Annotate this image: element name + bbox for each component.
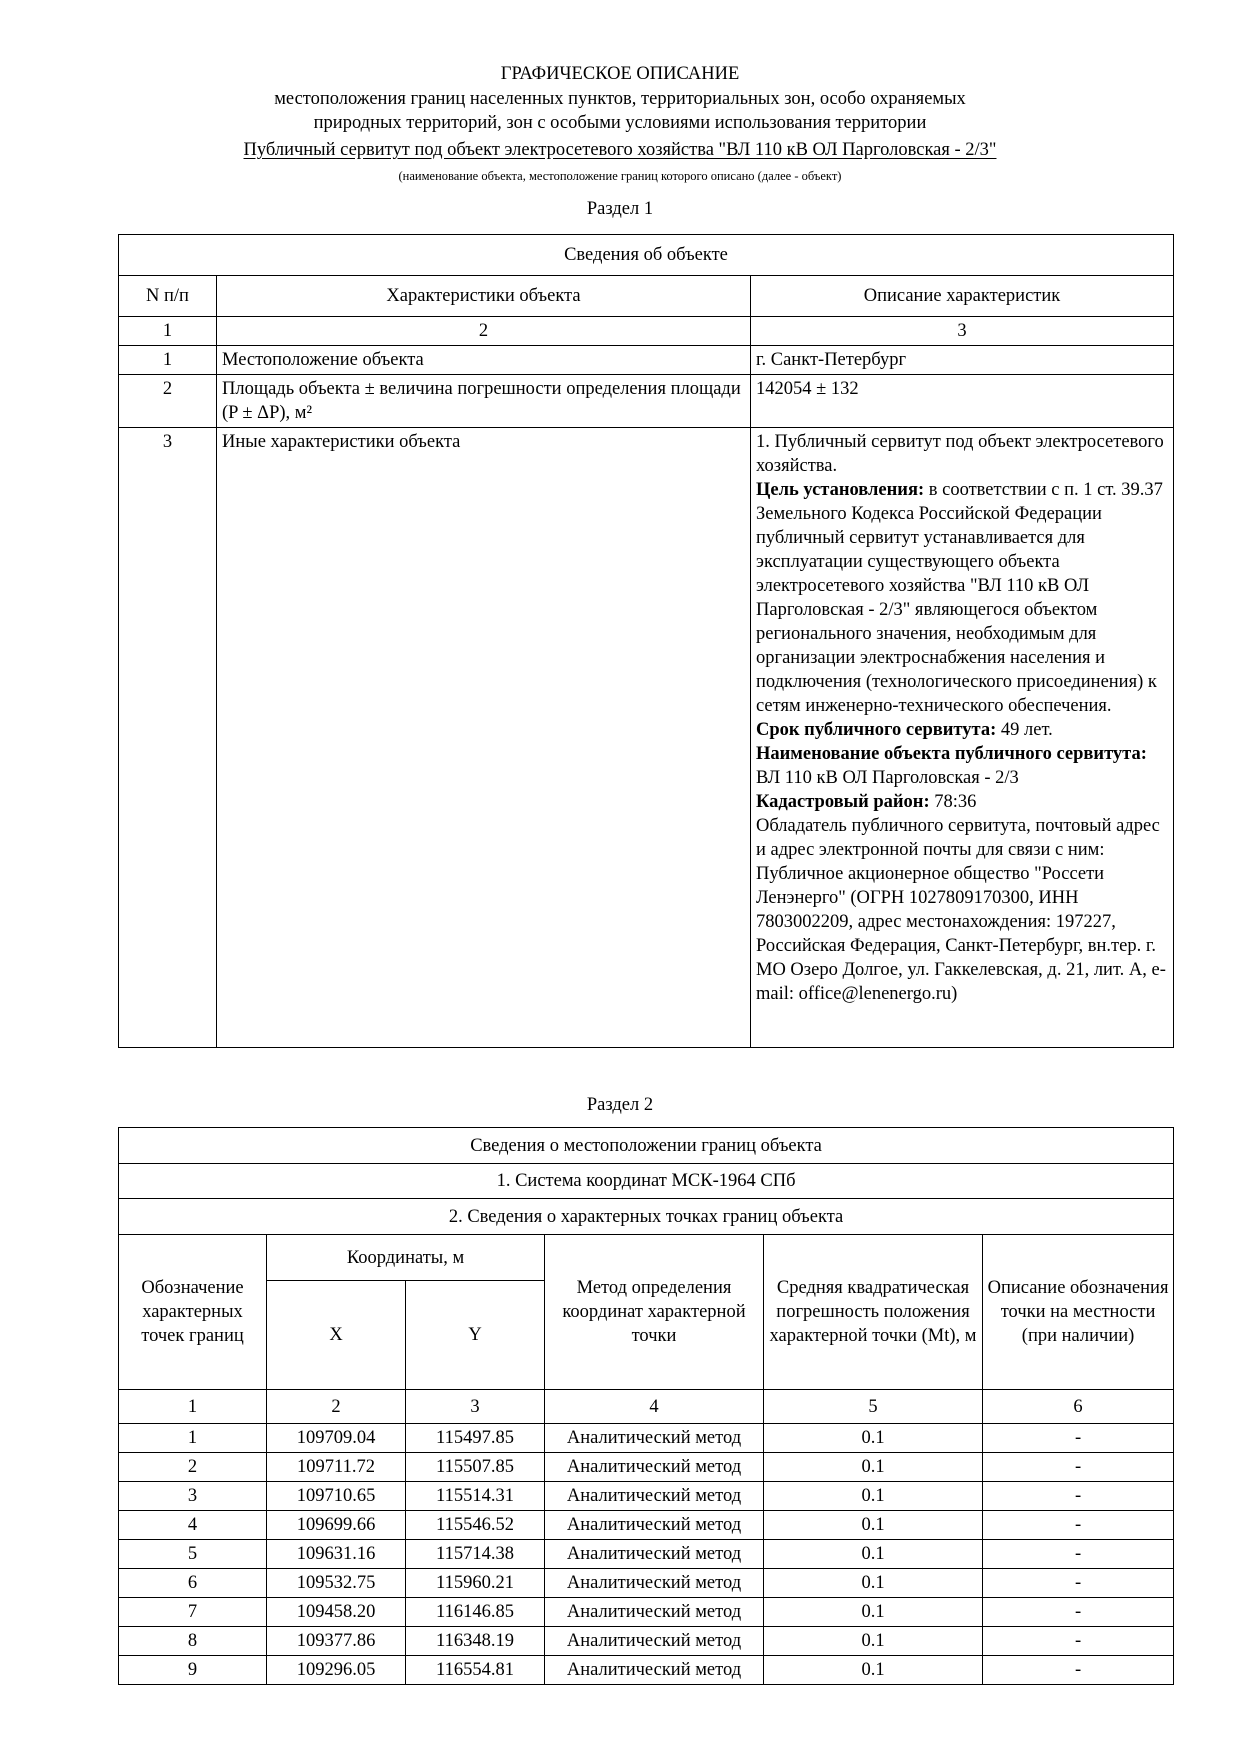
col-header-x: X — [267, 1281, 406, 1390]
col-header-description: Описание характеристик — [751, 276, 1174, 317]
servitude-object-text: ВЛ 110 кВ ОЛ Парголовская - 2/3 — [756, 768, 1019, 788]
point-description: - — [983, 1656, 1174, 1685]
col-header-characteristics: Характеристики объекта — [217, 276, 751, 317]
table-row — [119, 1511, 1174, 1540]
object-name-note: (наименование объекта, местоположение границ которого описано (далее - объект) — [398, 169, 842, 183]
col-number-5: 5 — [764, 1390, 983, 1424]
table-row — [119, 428, 1174, 1048]
point-x: 109532.75 — [267, 1569, 406, 1598]
row-number: 1 — [119, 346, 217, 375]
col-header-coordinates: Координаты, м — [267, 1235, 545, 1281]
table-row — [119, 1453, 1174, 1482]
col-number-2: 2 — [217, 317, 751, 346]
section-2-heading: Раздел 2 — [586, 1095, 654, 1115]
col-header-y: Y — [406, 1281, 545, 1390]
point-x: 109631.16 — [267, 1540, 406, 1569]
point-y: 115714.38 — [406, 1540, 545, 1569]
section-1-heading: Раздел 1 — [586, 199, 654, 219]
row-number: 3 — [119, 428, 217, 1048]
point-x: 109711.72 — [267, 1453, 406, 1482]
point-number: 4 — [119, 1511, 267, 1540]
object-info-title: Сведения об объекте — [119, 235, 1174, 276]
term-label: Срок публичного сервитута: — [756, 720, 997, 740]
table-row — [119, 1424, 1174, 1453]
point-error: 0.1 — [764, 1540, 983, 1569]
col-header-method: Метод определения координат характерной точки — [545, 1235, 764, 1390]
point-description: - — [983, 1424, 1174, 1453]
point-method: Аналитический метод — [545, 1627, 764, 1656]
point-y: 116348.19 — [406, 1627, 545, 1656]
row-value: 142054 ± 132 — [751, 375, 1174, 428]
object-info-table — [118, 234, 1174, 1048]
other-intro: 1. Публичный сервитут под объект электросетевого хозяйства. — [756, 432, 1164, 476]
point-y: 115546.52 — [406, 1511, 545, 1540]
col-header-number: N п/п — [119, 276, 217, 317]
point-method: Аналитический метод — [545, 1540, 764, 1569]
point-y: 116146.85 — [406, 1598, 545, 1627]
col-header-point-description: Описание обозначения точки на местности (при наличии) — [983, 1235, 1174, 1390]
col-number-6: 6 — [983, 1390, 1174, 1424]
point-x: 109458.20 — [267, 1598, 406, 1627]
other-characteristics-text — [751, 428, 1174, 1048]
col-header-error: Средняя квадратическая погрешность положения характерной точки (Mt), м — [764, 1235, 983, 1390]
point-method: Аналитический метод — [545, 1656, 764, 1685]
table-row — [119, 375, 1174, 428]
point-description: - — [983, 1569, 1174, 1598]
row-characteristic: Площадь объекта ± величина погрешности определения площади (P ± ΔP), м² — [217, 375, 751, 428]
point-description: - — [983, 1511, 1174, 1540]
point-method: Аналитический метод — [545, 1598, 764, 1627]
goal-text: в соответствии с п. 1 ст. 39.37 Земельного Кодекса Российской Федерации публичный сервитут устанавливается для эксплуатации существующего объекта электросетевого хозяйства "ВЛ 110 кВ ОЛ Парголовская - 2/3" являющегося объектом регионального значения, необходимым для организации электроснабжения населения и подключения (технологического присоединения) к сетям инженерно-технического обеспечения. — [756, 480, 1163, 716]
point-error: 0.1 — [764, 1511, 983, 1540]
boundary-points-table — [118, 1127, 1174, 1685]
point-y: 115497.85 — [406, 1424, 545, 1453]
col-number-4: 4 — [545, 1390, 764, 1424]
point-method: Аналитический метод — [545, 1569, 764, 1598]
point-number: 3 — [119, 1482, 267, 1511]
table-row — [119, 1540, 1174, 1569]
title-line-3: природных территорий, зон с особыми условиями использования территории — [313, 113, 927, 133]
title-line-2: местоположения границ населенных пунктов, территориальных зон, особо охраняемых — [274, 89, 966, 109]
point-description: - — [983, 1598, 1174, 1627]
row-characteristic: Иные характеристики объекта — [217, 428, 751, 1048]
point-x: 109699.66 — [267, 1511, 406, 1540]
row-number: 2 — [119, 375, 217, 428]
table-row — [119, 1656, 1174, 1685]
goal-label: Цель установления: — [756, 480, 925, 500]
point-number: 9 — [119, 1656, 267, 1685]
point-description: - — [983, 1482, 1174, 1511]
point-y: 116554.81 — [406, 1656, 545, 1685]
point-method: Аналитический метод — [545, 1453, 764, 1482]
point-x: 109709.04 — [267, 1424, 406, 1453]
term-text: 49 лет. — [996, 720, 1053, 740]
point-method: Аналитический метод — [545, 1424, 764, 1453]
location-table-title: Сведения о местоположении границ объекта — [119, 1128, 1174, 1164]
point-x: 109710.65 — [267, 1482, 406, 1511]
point-y: 115960.21 — [406, 1569, 545, 1598]
point-error: 0.1 — [764, 1569, 983, 1598]
point-error: 0.1 — [764, 1482, 983, 1511]
point-method: Аналитический метод — [545, 1511, 764, 1540]
object-name-line — [0, 140, 1240, 161]
cadastral-district-label: Кадастровый район: — [756, 792, 930, 812]
col-number-1: 1 — [119, 317, 217, 346]
point-x: 109377.86 — [267, 1627, 406, 1656]
point-number: 5 — [119, 1540, 267, 1569]
points-section-title: 2. Сведения о характерных точках границ объекта — [119, 1199, 1174, 1235]
point-number: 1 — [119, 1424, 267, 1453]
point-y: 115514.31 — [406, 1482, 545, 1511]
table-row — [119, 1482, 1174, 1511]
point-description: - — [983, 1627, 1174, 1656]
point-number: 6 — [119, 1569, 267, 1598]
table-row — [119, 1627, 1174, 1656]
cadastral-district-text: 78:36 — [929, 792, 977, 812]
point-error: 0.1 — [764, 1656, 983, 1685]
table-row — [119, 1569, 1174, 1598]
point-error: 0.1 — [764, 1424, 983, 1453]
document-title: ГРАФИЧЕСКОЕ ОПИСАНИЕ — [500, 64, 740, 84]
point-number: 2 — [119, 1453, 267, 1482]
servitude-object-label: Наименование объекта публичного сервитута: — [756, 744, 1147, 764]
row-value: г. Санкт-Петербург — [751, 346, 1174, 375]
point-y: 115507.85 — [406, 1453, 545, 1482]
point-error: 0.1 — [764, 1627, 983, 1656]
col-number-3: 3 — [406, 1390, 545, 1424]
col-header-point: Обозначение характерных точек границ — [119, 1235, 267, 1390]
point-description: - — [983, 1453, 1174, 1482]
row-characteristic: Местоположение объекта — [217, 346, 751, 375]
point-description: - — [983, 1540, 1174, 1569]
point-number: 7 — [119, 1598, 267, 1627]
point-x: 109296.05 — [267, 1656, 406, 1685]
point-error: 0.1 — [764, 1453, 983, 1482]
servitude-holder-text: Обладатель публичного сервитута, почтовый адрес и адрес электронной почты для связи с ним: Публичное акционерное общество "Россети Ленэнерго" (ОГРН 1027809170300, ИНН 7803002209, адрес местонахождения: 197227, Российская Федерация, Санкт-Петербург, вн.тер. г. МО Озеро Долгое, ул. Гаккелевская, д. 21, лит. А, e-mail: office@lenenergo.ru) — [756, 816, 1166, 1004]
point-number: 8 — [119, 1627, 267, 1656]
coordinate-system: 1. Система координат МСК-1964 СПб — [119, 1164, 1174, 1199]
point-error: 0.1 — [764, 1598, 983, 1627]
point-method: Аналитический метод — [545, 1482, 764, 1511]
table-row — [119, 1598, 1174, 1627]
col-number-2: 2 — [267, 1390, 406, 1424]
col-number-1: 1 — [119, 1390, 267, 1424]
col-number-3: 3 — [751, 317, 1174, 346]
table-row — [119, 346, 1174, 375]
object-name: Публичный сервитут под объект электросетевого хозяйства "ВЛ 110 кВ ОЛ Парголовская - 2/3" — [243, 140, 997, 160]
